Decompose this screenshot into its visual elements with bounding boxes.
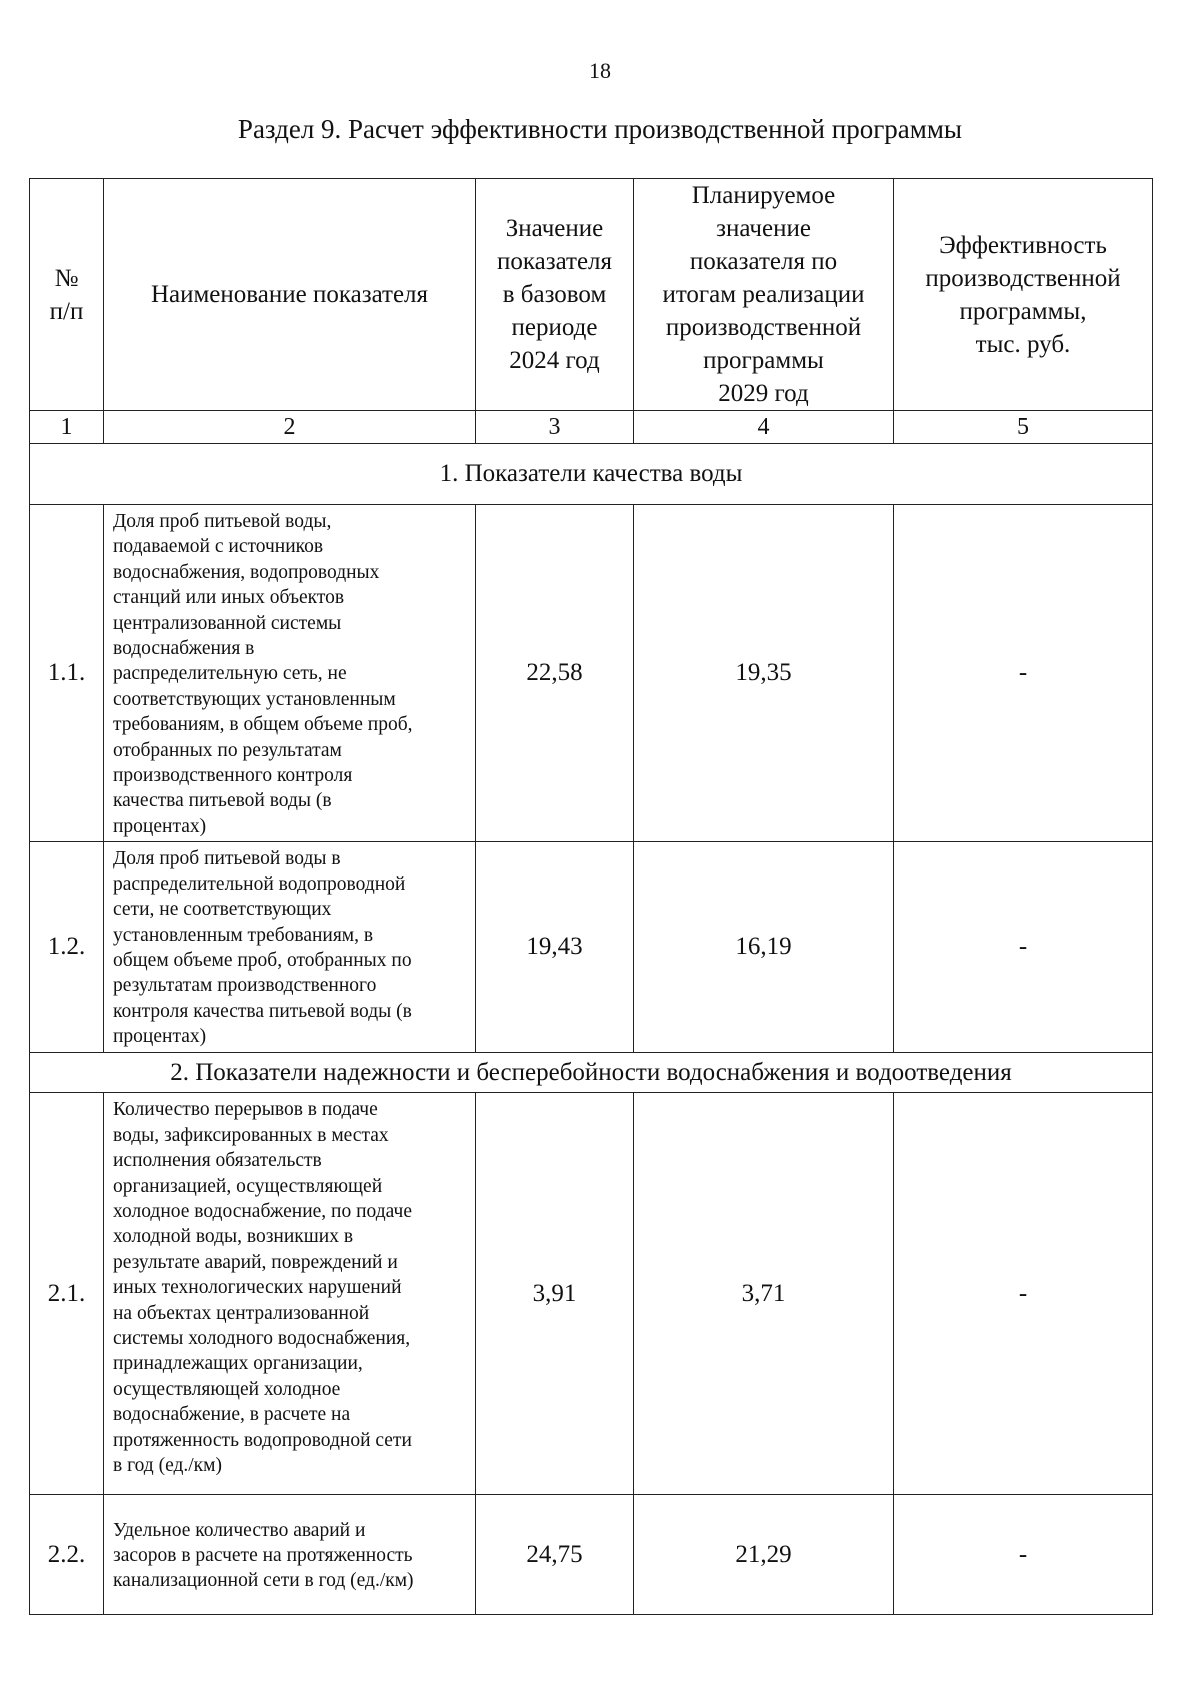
section-title: Раздел 9. Расчет эффективности производственной программы — [237, 114, 963, 144]
planned-value: 21,29 — [634, 1495, 894, 1615]
efficiency-table — [29, 178, 1153, 1615]
column-number: 4 — [634, 411, 894, 444]
base-value: 24,75 — [476, 1495, 634, 1615]
planned-value: 16,19 — [634, 842, 894, 1053]
header-indicator-name: Наименование показателя — [104, 179, 476, 411]
base-value: 22,58 — [476, 505, 634, 842]
table-row — [30, 842, 1153, 1053]
indicator-name: Доля проб питьевой воды, подаваемой с источников водоснабжения, водопроводных станций или иных объектов централизованной системы водоснабжения в распределительную сеть, не соответствующих установленным требованиям, в общем объеме проб, отобранных по результатам производственного контроля качества питьевой воды (в процентах) — [104, 505, 476, 842]
section-heading-water-quality: 1. Показатели качества воды — [30, 444, 1153, 505]
efficiency-value: - — [894, 842, 1153, 1053]
section-heading-row — [30, 444, 1153, 505]
section-heading-reliability: 2. Показатели надежности и бесперебойности водоснабжения и водоотведения — [30, 1053, 1153, 1093]
base-value: 19,43 — [476, 842, 634, 1053]
efficiency-value: - — [894, 505, 1153, 842]
section-heading-row — [30, 1053, 1153, 1093]
row-number: 2.2. — [30, 1495, 104, 1615]
efficiency-value: - — [894, 1495, 1153, 1615]
row-number: 1.2. — [30, 842, 104, 1053]
header-planned-value: Планируемое значение показателя по итогам реализации производственной программы 2029 год — [634, 179, 894, 411]
header-base-value: Значение показателя в базовом периоде 2024 год — [476, 179, 634, 411]
column-number-row — [30, 411, 1153, 444]
table-row — [30, 1093, 1153, 1495]
base-value: 3,91 — [476, 1093, 634, 1495]
header-number: № п/п — [30, 179, 104, 411]
column-number: 2 — [104, 411, 476, 444]
planned-value: 3,71 — [634, 1093, 894, 1495]
column-number: 1 — [30, 411, 104, 444]
row-number: 2.1. — [30, 1093, 104, 1495]
header-efficiency: Эффективность производственной программы, тыс. руб. — [894, 179, 1153, 411]
planned-value: 19,35 — [634, 505, 894, 842]
indicator-name: Количество перерывов в подаче воды, зафиксированных в местах исполнения обязательств организацией, осуществляющей холодное водоснабжение, по подаче холодной воды, возникших в результате аварий, повреждений и иных технологических нарушений на объектах централизованной системы холодного водоснабжения, принадлежащих организации, осуществляющей холодное водоснабжение, в расчете на протяженность водопроводной сети в год (ед./км) — [104, 1093, 476, 1495]
page-number: 18 — [589, 58, 611, 83]
efficiency-value: - — [894, 1093, 1153, 1495]
column-number: 3 — [476, 411, 634, 444]
table-row — [30, 1495, 1153, 1615]
row-number: 1.1. — [30, 505, 104, 842]
indicator-name: Доля проб питьевой воды в распределительной водопроводной сети, не соответствующих установленным требованиям, в общем объеме проб, отобранных по результатам производственного контроля качества питьевой воды (в процентах) — [104, 842, 476, 1053]
header-row — [30, 179, 1153, 411]
indicator-name: Удельное количество аварий и засоров в расчете на протяженность канализационной сети в год (ед./км) — [104, 1495, 476, 1615]
column-number: 5 — [894, 411, 1153, 444]
table-row — [30, 505, 1153, 842]
